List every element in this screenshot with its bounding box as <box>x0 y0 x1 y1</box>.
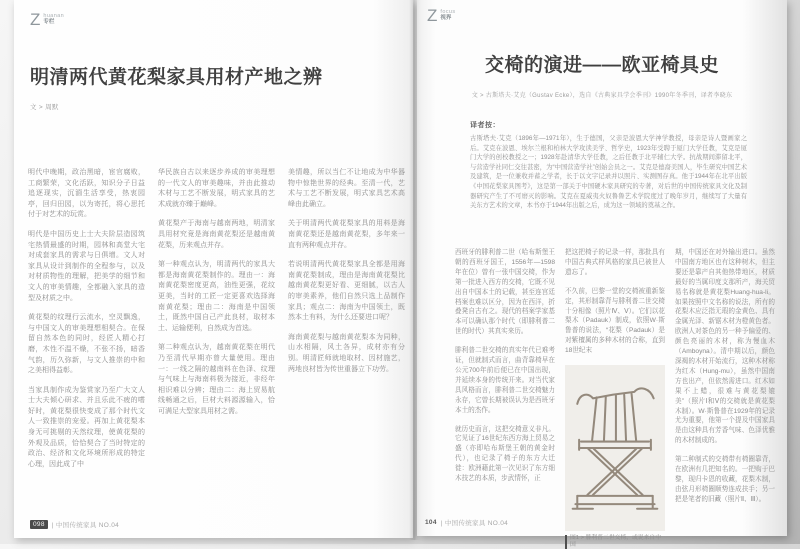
page-gutter-shadow <box>409 0 421 540</box>
right-page <box>417 0 787 549</box>
translator-note-heading: 译者按： <box>470 122 500 129</box>
paragraph: 第一种观点认为，明清两代的家具大都是海南黄花梨制作的。理由一：海南黄花梨密度更高，油性更强，花纹更美，当时的工匠一定更喜欢选择海南黄花梨；理由二：海南是中国领土，既然中国自己产此良材，取材本土、运输便利，自然成为首选。 <box>158 261 275 332</box>
right-column-1 <box>455 248 555 506</box>
left-footer-text: | 中国传统家具 NO.04 <box>51 522 120 529</box>
folding-chair-drawing <box>569 374 661 522</box>
paragraph: 黄花梨产于海南与越南两地，明清家具用材究竟是海南黄花梨还是越南黄花梨，历来观点并存。 <box>158 220 275 249</box>
right-article-title: 交椅的演进——欧亚椅具史 <box>484 55 719 76</box>
logo-z-mark: Z <box>427 6 438 25</box>
left-column-1 <box>28 168 145 502</box>
paragraph: 西班牙的腓利普二世（哈布斯堡王朝的西班牙国王，1556年—1598年在位）曾有一张中国交椅，作为第一批进入西方的交椅，它既不见出自中国本土的记载，甚至连宫廷档案也难以区分，因为在西洋，折叠凳自古有之。现代的档案学家基本可以确认那个时代（即腓利普二世的时代）其真实来历。 <box>455 249 555 336</box>
left-article-byline: 文 > 周默 <box>30 104 59 111</box>
translator-note <box>470 120 747 211</box>
right-page-logo <box>427 8 456 23</box>
logo-section-en: focus <box>440 9 456 15</box>
left-page-logo <box>30 12 64 27</box>
logo-section-en: huanan <box>43 13 65 19</box>
right-column-3 <box>675 248 775 506</box>
left-page-number: 098 <box>30 520 48 529</box>
logo-section-cn: 视界 <box>440 15 452 21</box>
paragraph: 当家具制作成为鉴赏家乃至广大文人士大夫倾心研求、并且乐此不疲的嗜好时，黄花梨很快变成了那个时代文人一致推崇的宠爱。再加上黄花梨本身无可挑剔的天然纹理，使黄花梨的外观及品质，恰恰契合了当时特定的政治、经济和文化环境所形成的特定心理，因此成了中 <box>28 386 145 468</box>
paragraph: 华民族自古以来逐步养成的审美理想的一代文人的审美趣味，并由此推动木材与工艺不断发展，明式家具的艺术成就亦臻于巅峰。 <box>158 169 275 208</box>
paragraph: 腓利普二世交椅的真实年代已难考证，但就制式而言，曲背靠椅早在公元700年前后便已在中国出现，并延续本身的传统开来。对当代家具风格而言，腓利普二世交椅魅力永存，它曾长期被误认为是西班牙本土的杰作。 <box>455 347 555 414</box>
paragraph: 第二种观点认为，越南黄花梨在明代乃至清代早期亦曾大量使用。理由一：一线之隔的越南料在色泽、纹理与气味上与海南料极为接近，非经年相识难以分辨；理由二：海上贸易航线畅通之后，巨材大料源源输入，恰可满足大型家具用材之需。 <box>158 344 275 415</box>
paragraph: 第二种制式的交椅带有椅圈靠背，在欧洲有几把知名的。一把购于巴黎，现归卡恩的收藏，花梨木制，由弦月形椅圈顺势连成扶手；另一把是笔者的旧藏（照片Ⅱ、Ⅲ）。 <box>675 456 775 503</box>
paragraph: 关于明清两代黄花梨家具的用料是海南黄花梨还是越南黄花梨，多年来一直有两种观点并存。 <box>288 220 405 249</box>
right-column-2 <box>565 248 665 549</box>
paragraph: 明代中晚期，政治黑暗，宦官腐败，工商繁荣，文化活跃，知识分子日益追逐现实，沉湎生活享受，热衷园亭，回归田园，以为寄托，将心思托付于对艺术的玩赏。 <box>28 169 145 219</box>
left-article-title: 明清两代黄花梨家具用材产地之辨 <box>30 67 323 88</box>
left-page <box>14 0 413 538</box>
left-column-2 <box>158 168 275 502</box>
figure-caption: 图1 > 腓利普二世交椅，或说来自中国 <box>565 535 665 549</box>
right-page-footer <box>425 518 508 527</box>
logo-section-cn: 专栏 <box>43 19 55 25</box>
folding-chair-figure <box>565 365 665 531</box>
paragraph: 若说明清两代黄花梨家具全都是用海南黄花梨制成，理由是海南黄花梨比越南黄花梨更好看、更细腻，以古人的审美素养，他们自然只选上品制作家具；观点二：海南为中国领土，既然本土有料，为什么还要进口呢？ <box>288 261 405 322</box>
right-page-number: 104 <box>425 519 437 526</box>
left-body-columns <box>28 168 405 502</box>
paragraph: 就历史而言，这把交椅意义非凡。它见证了16世纪东西方海上贸易之盛（亦即哈布斯堡王朝的黄金时代），也记录了椅子的东方大迁徙：欧洲藉此第一次见识了东方细木技艺的本质，步武情怀，正 <box>455 425 555 483</box>
paragraph: 期，中国还在对外输出进口。虽然中国南方地区也有这种树木，但主要还是靠产自其他热带地区，材质最好的当属印度支那所产，海关贸易名称就是黄花梨Huang-hua-li。如果按照中文名称的说法，所有的花梨木应泛指无瑕的金黄色、具有金属光泽、新锯木材为橙黄色者。欧洲人对茶色的另一种予偏爱的、颜色亮丽的木材，称为慢血木（Amboyna）。清中期以后，颜色深褐的木材开始流行，这种木材称为红木（Hung-mu），虽然中国南方也出产，但依然需进口。红木如果不上蜡，很难与黄花梨媲美”（照片Ⅰ和Ⅴ的交椅就是黄花梨木制）。W·斯鲁普在1929年的记录尤为重要，他第一个提及中国家具是由这种具有芳香气味、色泽优雅的木材制成的。 <box>675 249 775 445</box>
paragraph: 明代是中国历史上士大夫阶层造园筑宅热情最盛的时期，园林和高堂大宅对成套家具的需求与日俱增。文人对家具从设计到制作的全程参与，以及对材质物性的理解，把美学的细节和文人的审美情趣，全都融入家具的造型及材质之中。 <box>28 230 145 302</box>
paragraph: 海南黄花梨与越南黄花梨本为同种，山水相隔，风土各异，成材亦有分别。明清匠师就地取材、因材施艺，两地良材皆为传世重器立下功劳。 <box>288 333 405 373</box>
logo-z-mark: Z <box>30 10 41 29</box>
paragraph: 把这把椅子的记录一样，那批具有中国古典式样风格的家具已被世人遗忘了。 <box>565 249 665 276</box>
right-footer-text: | 中国传统家具 NO.04 <box>440 520 509 527</box>
left-page-footer <box>30 520 119 529</box>
paragraph: 黄花梨的纹理行云流水，空灵飘逸，与中国文人的审美理想相契合。在保留自然本色的同时，经匠人精心打磨，木性不温不燥，不张不扬，暗香气韵，历久弥新，与文人推崇的中和之美相得益彰。 <box>28 314 145 375</box>
translator-note-body: 古斯塔夫·艾克（1896年—1971年），生于德国，父亲是波恩大学神学教授，母亲是诗人暨画家之后。艾克在波恩、埃尔兰根和柏林大学攻读美学、哲学史，1923年受聘于厦门大学任教，艾克是厦门大学的创校教授之一；1928年赴清华大学任教，之后任教于北平辅仁大学。抗战期间滞留北平，与营造学社同仁交往甚密，为“中国营造学社”创始会员之一。艾克是德裔美国人，毕生研究中国艺术及建筑，是一位兼收并蓄之学者，长于以文字记录并以照片、实测图存真。他于1944年在北平出版《中国花梨家具图考》，这是第一部关于中国硬木家具研究的专著，对后世的中国传统家具文化及制器研究产生了不可磨灭的影响。艾克在夏威夷火奴鲁鲁艺术学院度过了晚年岁月，继续写了大量有关东方艺术的文章，本书亦于1944年出版之后，成为这一领域的奠基之作。 <box>470 135 747 210</box>
left-column-3 <box>288 168 405 502</box>
paragraph: 美情趣，所以当仁不让地成为中华器物中惊艳世界的经典。至清一代，艺术与工艺不断发展，明式家具艺术高峰由此确立。 <box>288 169 405 208</box>
paragraph: 不久前，巴黎一堂的交椅被重新鉴定，其形制靠背与腓利普二世交椅十分相像（照片Ⅳ、Ⅴ）。它们以花梨木（Padauk）制成，依照W·斯鲁普的说法，“花梨（Padauk）是对紫檀属的多种木材的合称，直到18世纪末 <box>565 287 665 355</box>
right-article-byline: 文 > 古斯塔夫·艾克（Gustav Ecke），选自《古典家具学会季刊》1990年冬季刊，译者李晓东 <box>471 93 733 99</box>
